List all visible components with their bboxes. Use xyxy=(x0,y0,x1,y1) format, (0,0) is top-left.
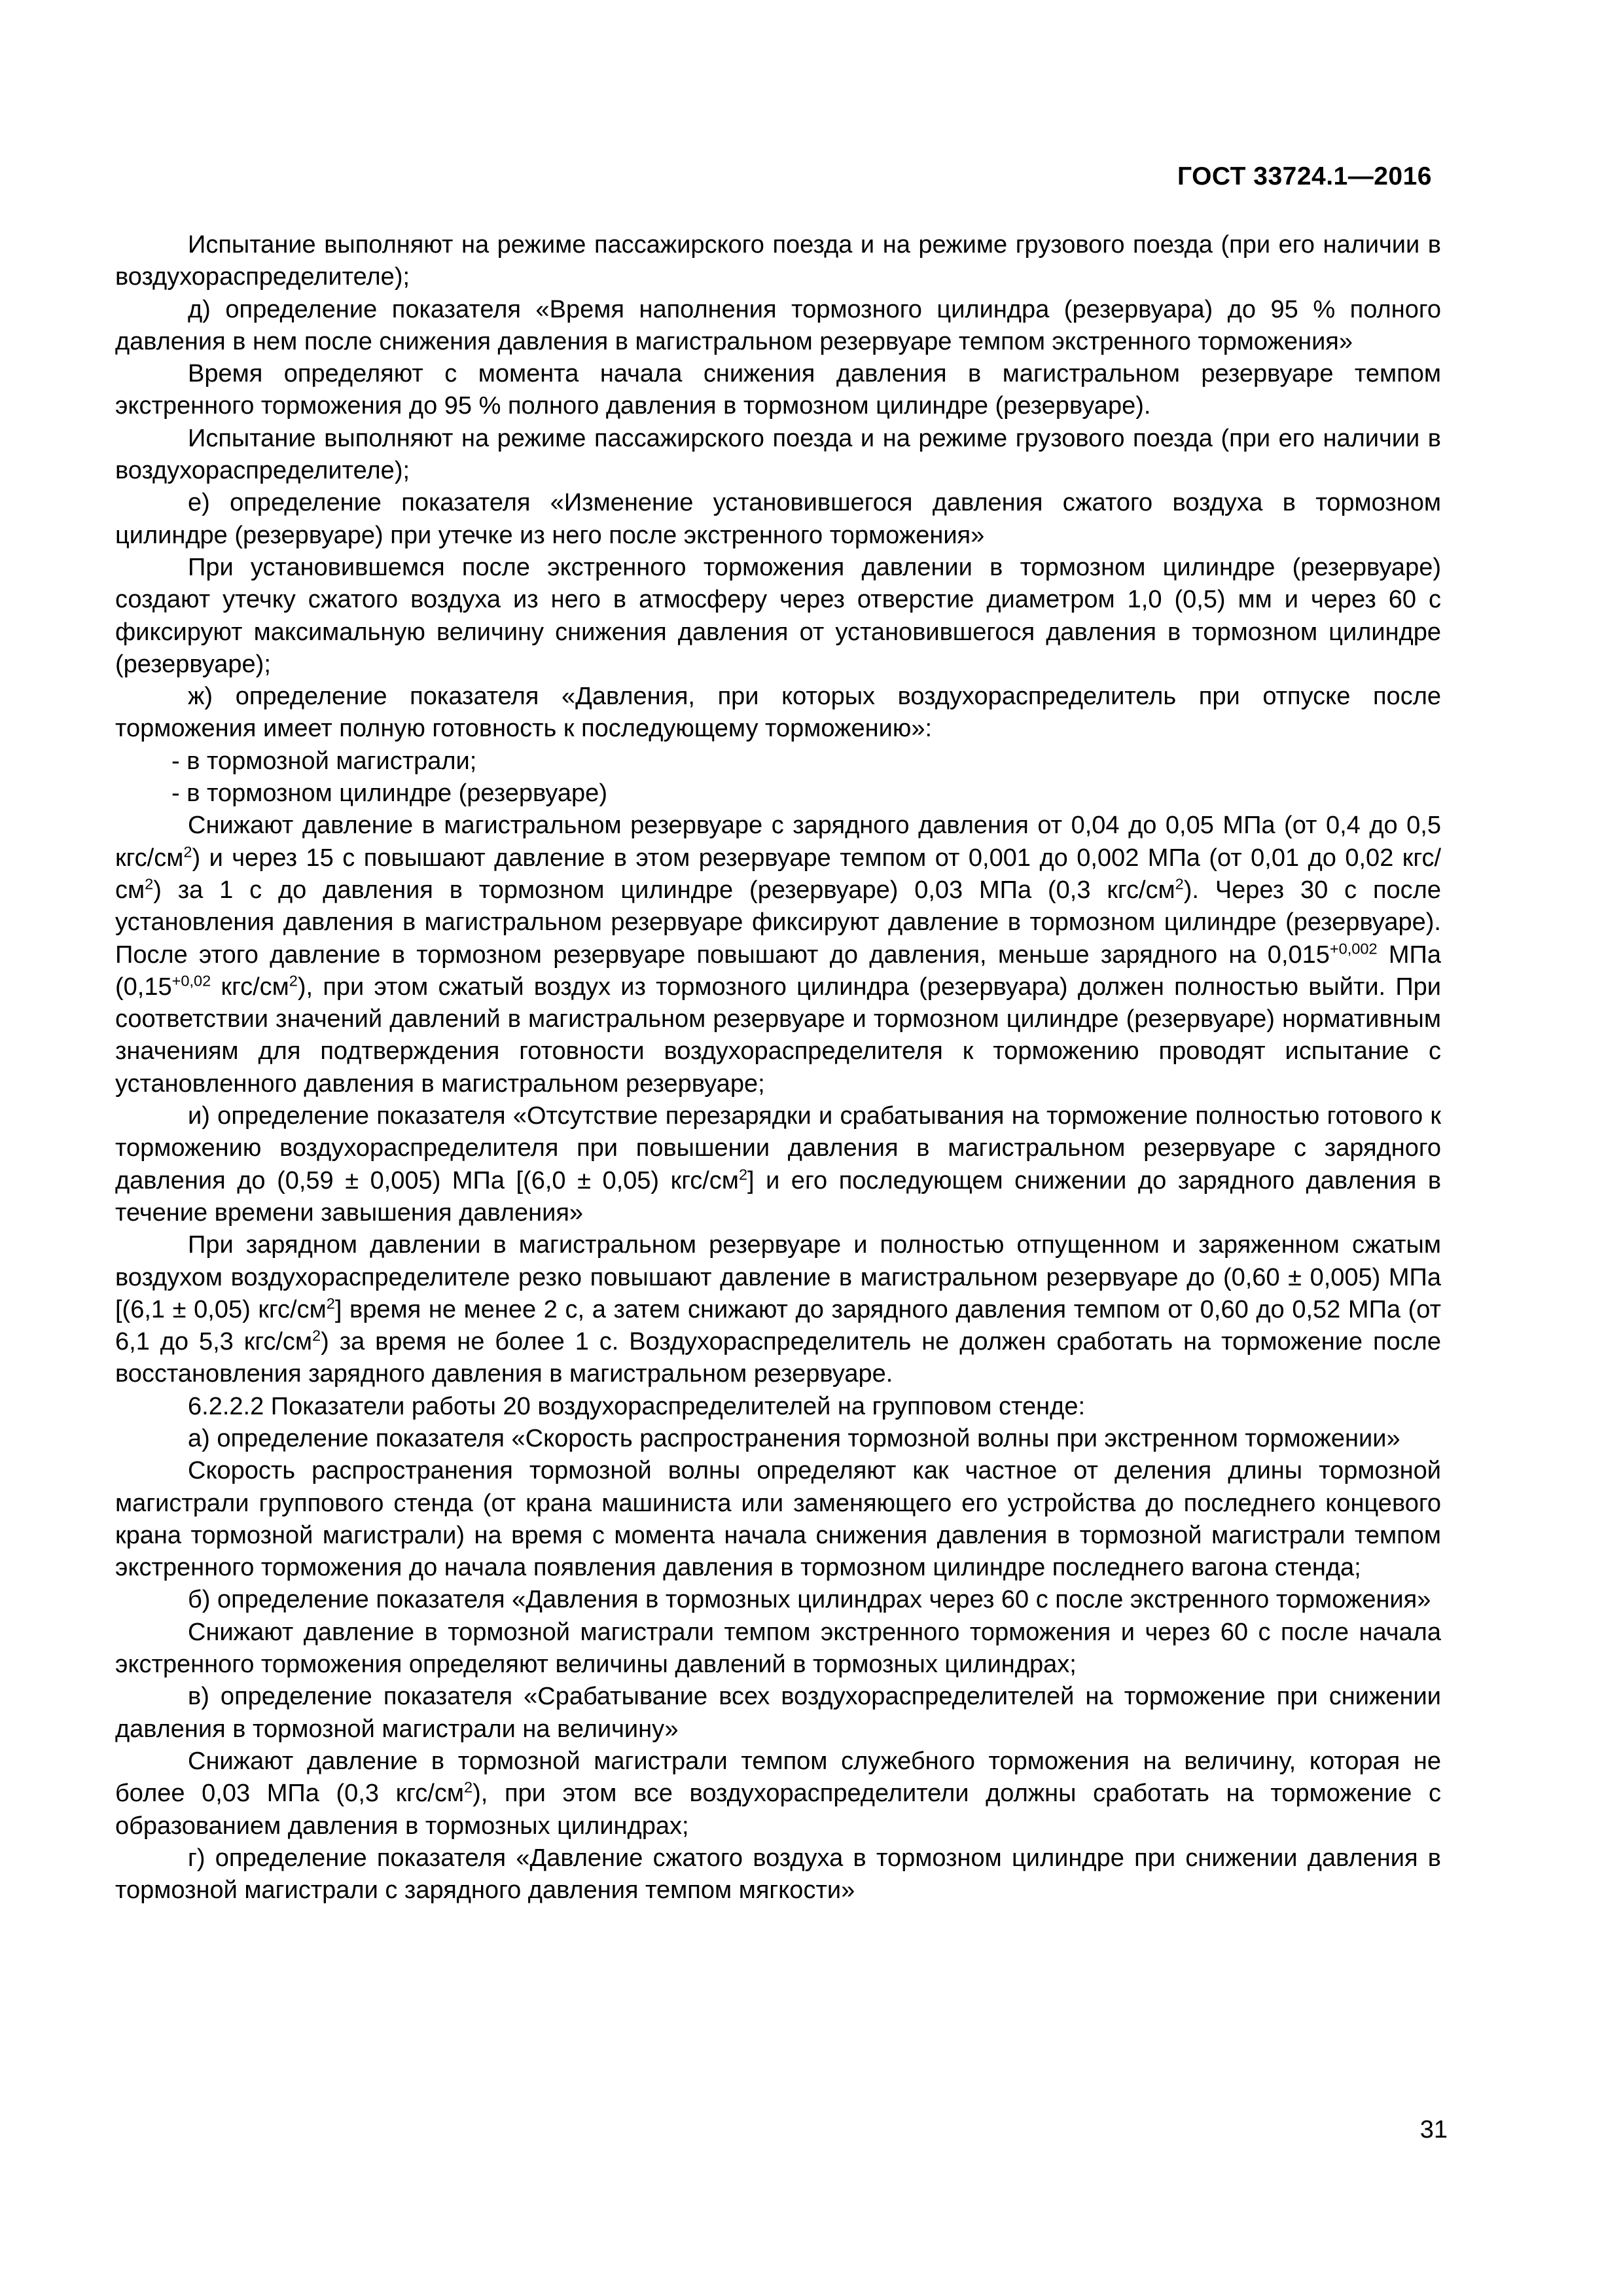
superscript: 2 xyxy=(464,1778,473,1796)
text-run: ) и через 15 с повышают давление в этом резервуаре темпом от 0,001 до 0,002 МПа (от 0,01 до 0,02 кгс/см xyxy=(115,844,1441,904)
paragraph: д) определение показателя «Время наполнения тормозного цилиндра (резервуара) до 95 % полного давления в нем после снижения давления в магистральном резервуаре темпом экстренного торможения» xyxy=(115,295,1441,355)
paragraph: ж) определение показателя «Давления, при которых воздухораспределитель при отпуске после торможения имеет полную готовность к последующему торможению»: xyxy=(115,683,1441,743)
text-run: ) за время не более 1 с. Воздухораспределитель не должен сработать на торможение после восстановления зарядного давления в магистральном резервуаре. xyxy=(115,1328,1441,1388)
superscript: 2 xyxy=(738,1165,748,1183)
superscript: 2 xyxy=(183,842,192,860)
paragraph: е) определение показателя «Изменение установившегося давления сжатого воздуха в тормозном цилиндре (резервуаре) при утечке из него после экстренного торможения» xyxy=(115,489,1441,549)
superscript: 2 xyxy=(326,1295,335,1312)
paragraph xyxy=(115,1746,1441,1842)
text-run: ] время не менее 2 с, а затем снижают до зарядного давления темпом от 0,60 до 0,52 МПа (от 6,1 до 5,3 кгс/см xyxy=(115,1295,1442,1356)
superscript: 2 xyxy=(289,972,298,990)
text-run: кгс/см xyxy=(211,973,289,1001)
text-run: ). Через 30 с после установления давления в магистральном резервуаре фиксируют давление в тормозном цилиндре (резервуаре). После этого давление в тормозном резервуаре повышают до давления, меньше зарядного на 0,015 xyxy=(115,876,1441,969)
text-run: ), при этом сжатый воздух из тормозного цилиндра (резервуара) должен полностью выйти. При соответствии значений давлений в магистральном резервуаре и тормозном цилиндре (резервуаре) нормативным значениям для подтверждения готовности воздухораспределителя к торможению проводят испытание с установленного давления в магистральном резервуаре; xyxy=(115,973,1442,1098)
paragraph: Испытание выполняют на режиме пассажирского поезда и на режиме грузового поезда (при его наличии в воздухораспределителе); xyxy=(115,231,1441,291)
list-item: - в тормозной магистрали; xyxy=(115,745,1441,778)
paragraph xyxy=(115,1229,1441,1390)
superscript: 2 xyxy=(1175,875,1184,893)
text-run: ] и его последующем снижении до зарядного давления в течение времени завышения давления» xyxy=(115,1166,1442,1227)
document-header: ГОСТ 33724.1—2016 xyxy=(1177,162,1432,190)
paragraph: Снижают давление в тормозной магистрали темпом экстренного торможения и через 60 с после начала экстренного торможения определяют величины давлений в тормозных цилиндрах; xyxy=(115,1618,1441,1679)
superscript: 2 xyxy=(312,1327,321,1344)
paragraph: Скорость распространения тормозной волны определяют как частное от деления длины тормозной магистрали группового стенда (от крана машиниста или заменяющего его устройства до последнего концевого крана тормозной магистрали) на время с момента начала снижения давления в тормозной магистрали темпом экстренного торможения до начала появления давления в тормозном цилиндре последнего вагона стенда; xyxy=(115,1457,1441,1582)
paragraph: 6.2.2.2 Показатели работы 20 воздухораспределителей на групповом стенде: xyxy=(188,1392,1086,1420)
text-run: и) определение показателя «Отсутствие перезарядки и срабатывания на торможение полностью готового к торможению воздухораспределителя при повышении давления в магистральном резервуаре с зарядного давления до (0,59 ± 0,005) МПа [(6,0 ± 0,05) кгс/см xyxy=(115,1102,1441,1194)
text-run: ) за 1 с до давления в тормозном цилиндре (резервуаре) 0,03 МПа (0,3 кгс/см xyxy=(153,876,1175,904)
superscript: +0,002 xyxy=(1329,939,1378,957)
paragraph: а) определение показателя «Скорость распространения тормозной волны при экстренном торможении» xyxy=(188,1424,1400,1452)
paragraph xyxy=(115,1100,1441,1229)
paragraph: б) определение показателя «Давления в тормозных цилиндрах через 60 с после экстренного торможения» xyxy=(188,1586,1431,1614)
paragraph: При установившемся после экстренного торможения давлении в тормозном цилиндре (резервуаре) создают утечку сжатого воздуха из него в атмосферу через отверстие диаметром 1,0 (0,5) мм и через 60 с фиксируют максимальную величину снижения давления от установившегося давления в тормозном цилиндре (резервуаре); xyxy=(115,553,1441,678)
paragraph: Испытание выполняют на режиме пассажирского поезда и на режиме грузового поезда (при его наличии в воздухораспределителе); xyxy=(115,424,1441,485)
text-run: Снижают давление в тормозной магистрали темпом служебного торможения на величину, которая не более 0,03 МПа (0,3 кгс/см xyxy=(115,1747,1441,1808)
paragraph: г) определение показателя «Давление сжатого воздуха в тормозном цилиндре при снижении давления в тормозной магистрали с зарядного давления темпом мягкости» xyxy=(115,1844,1441,1905)
paragraph xyxy=(115,810,1441,1100)
page-number: 31 xyxy=(1419,2116,1448,2144)
paragraph: в) определение показателя «Срабатывание всех воздухораспределителей на торможение при снижении давления в тормозной магистрали на величину» xyxy=(115,1683,1441,1743)
list-item: - в тормозном цилиндре (резервуаре) xyxy=(115,778,1441,810)
page-body xyxy=(115,229,1441,1907)
text-run: При зарядном давлении в магистральном резервуаре и полностью отпущенном и заряженном сжатым воздухом воздухораспределителе резко повышают давление в магистральном резервуаре до (0,60 ± 0,005) МПа [(6,1 ± 0,05) кгс/см xyxy=(115,1231,1441,1323)
paragraph: Время определяют с момента начала снижения давления в магистральном резервуаре темпом экстренного торможения до 95 % полного давления в тормозном цилиндре (резервуаре). xyxy=(115,360,1441,420)
text-run: Снижают давление в магистральном резервуаре с зарядного давления от 0,04 до 0,05 МПа (от 0,4 до 0,5 кгс/см xyxy=(115,812,1441,872)
text-run: ), при этом все воздухораспределители должны сработать на торможение с образованием давления в тормозных цилиндрах; xyxy=(115,1780,1442,1840)
text-run: МПа (0,15 xyxy=(115,941,1441,1001)
superscript: +0,02 xyxy=(171,972,211,990)
superscript: 2 xyxy=(145,875,154,893)
